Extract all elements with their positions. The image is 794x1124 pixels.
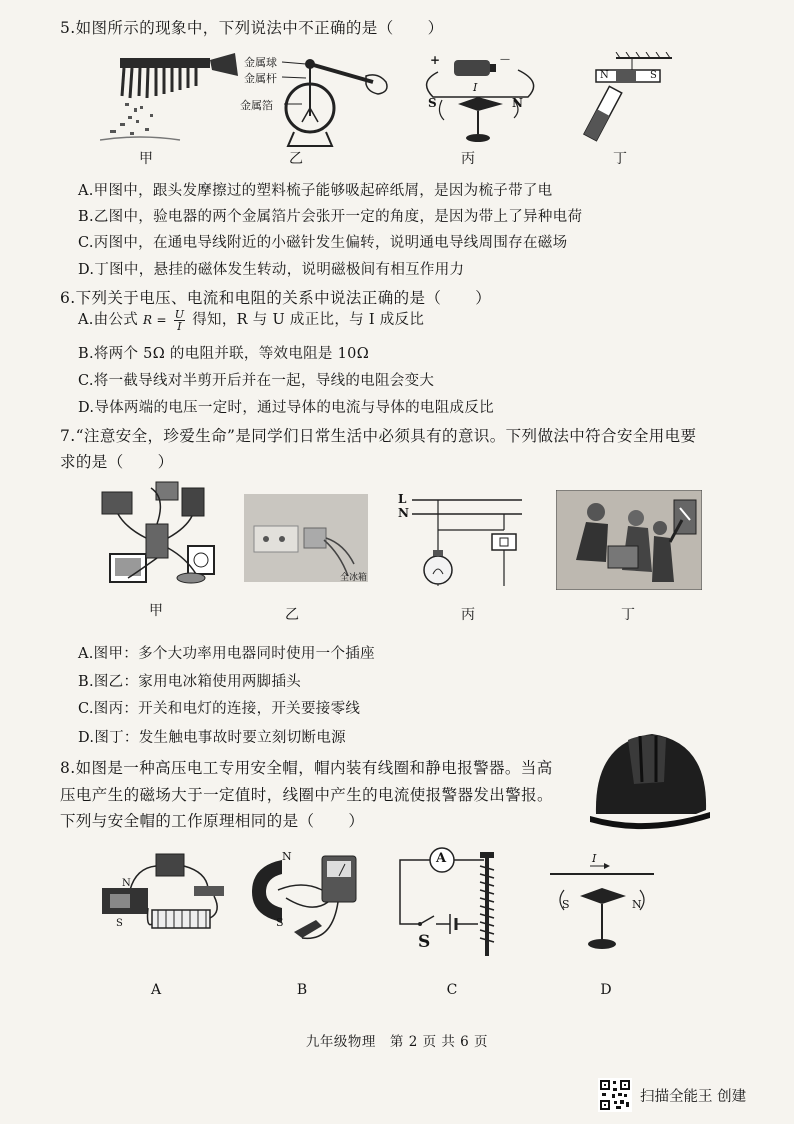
label-d-s: S: [562, 898, 570, 911]
label-b-s: S: [276, 916, 284, 929]
label-a-s: S: [116, 918, 123, 929]
q5-option-d: D.丁图中，悬挂的磁体发生转动，说明磁极间有相互作用力: [78, 262, 465, 278]
q8-stem-line2: 压电产生的磁场大于一定值时，线圈中产生的电流使报警器发出警报。: [60, 786, 553, 804]
q5-caption-c: 丙: [461, 151, 475, 167]
q7-option-d: D.图丁：发生触电事故时要立刻切断电源: [78, 730, 346, 746]
q5-caption-b: 乙: [289, 151, 303, 167]
q7-stem-line1: 7.“注意安全，珍爱生命”是同学们日常生活中必须具有的意识。下列做法中符合安全用电要: [60, 427, 697, 445]
label-d-current: I: [592, 852, 597, 865]
q7-fig-overloaded-socket: [96, 478, 226, 590]
label-current: I: [473, 81, 478, 94]
formula-lhs: R =: [143, 313, 167, 327]
q5-option-c: C.丙图中，在通电导线附近的小磁针发生偏转，说明通电导线周围存在磁场: [78, 235, 568, 251]
q7-fig-fridge-plug: [244, 494, 368, 582]
q7-option-c: C.图丙：开关和电灯的连接，开关要接零线: [78, 701, 361, 717]
label-magnet-s: S: [650, 70, 657, 81]
q7-fig-lamp-circuit: [396, 490, 526, 590]
q8-caption-c: C: [446, 982, 458, 998]
q5-fig-comb: [100, 48, 240, 148]
q8-caption-d: D: [600, 982, 612, 998]
q8-stem-line1: 8.如图是一种高压电工专用安全帽，帽内装有线圈和静电报警器。当高: [60, 759, 553, 777]
label-b-n: N: [282, 850, 292, 863]
label-fridge: 全冰箱: [340, 573, 368, 583]
label-plus: +: [430, 53, 441, 67]
q5-caption-d: 丁: [613, 151, 627, 167]
q6-option-c: C.将一截导线对半剪开后并在一起，导线的电阻会变大: [78, 373, 435, 389]
formula-fraction: $\frac{U}{I}$: [174, 307, 185, 333]
q8-caption-a: A: [150, 982, 162, 998]
label-neutral: N: [398, 506, 409, 520]
q5-fig-magnets: [576, 52, 676, 152]
label-foil: 金属箔: [240, 99, 273, 112]
watermark-text: 扫描全能王 创建: [640, 1089, 747, 1105]
q8-fig-option-b: [242, 850, 382, 950]
q8-fig-option-c: [394, 844, 524, 964]
q8-stem-line3: 下列与安全帽的工作原理相同的是（ ）: [60, 812, 365, 830]
scanner-watermark: [598, 1078, 778, 1112]
q5-caption-a: 甲: [139, 151, 153, 167]
q8-fig-safety-helmet: [586, 722, 712, 832]
label-s: S: [428, 96, 437, 110]
q6-option-b: B.将两个 5Ω 的电阻并联，等效电阻是 10Ω: [78, 346, 370, 362]
label-ball: 金属球: [244, 56, 277, 69]
label-n: N: [512, 96, 523, 110]
q7-caption-c: 丙: [461, 607, 475, 623]
q5-option-a: A.甲图中，跟头发摩擦过的塑料梳子能够吸起碎纸屑，是因为梳子带了电: [78, 183, 553, 199]
q7-caption-b: 乙: [285, 607, 299, 623]
label-ammeter: A: [436, 851, 447, 866]
q8-caption-b: B: [296, 982, 308, 998]
q5-option-b: B.乙图中，验电器的两个金属箔片会张开一定的角度，是因为带上了异种电荷: [78, 209, 583, 225]
q5-fig-electroscope: [238, 52, 398, 152]
label-live: L: [398, 492, 407, 506]
page-footer: 九年级物理 第 2 页 共 6 页: [305, 1034, 489, 1050]
q8-fig-option-a: [96, 848, 236, 948]
label-c-s: S: [418, 932, 431, 952]
q6-option-a: A.由公式 R = $\frac{U}{I}$ 得知，R 与 U 成正比，与 I 成反比: [78, 307, 425, 333]
qr-code-icon: [598, 1078, 632, 1112]
q6-option-d: D.导体两端的电压一定时，通过导体的电流与导体的电阻成反比: [78, 400, 494, 416]
q5-fig-wire-compass: [418, 52, 548, 152]
q7-option-b: B.图乙：家用电冰箱使用两脚插头: [78, 674, 302, 690]
label-a-n: N: [122, 878, 131, 889]
label-rod: 金属杆: [244, 72, 277, 85]
q5-stem: 5.如图所示的现象中，下列说法中不正确的是（ ）: [60, 19, 444, 37]
q7-stem-line2: 求的是（ ）: [60, 453, 174, 471]
q6-stem: 6.下列关于电压、电流和电阻的关系中说法正确的是（ ）: [60, 289, 492, 307]
q7-caption-a: 甲: [149, 603, 163, 619]
q7-option-a: A.图甲：多个大功率用电器同时使用一个插座: [78, 646, 375, 662]
label-minus: —: [500, 54, 510, 65]
label-magnet-n: N: [600, 70, 609, 81]
q7-fig-shock-rescue: [556, 490, 702, 590]
label-d-n: N: [632, 898, 642, 911]
q8-fig-option-d: [548, 852, 658, 962]
q7-caption-d: 丁: [621, 607, 635, 623]
